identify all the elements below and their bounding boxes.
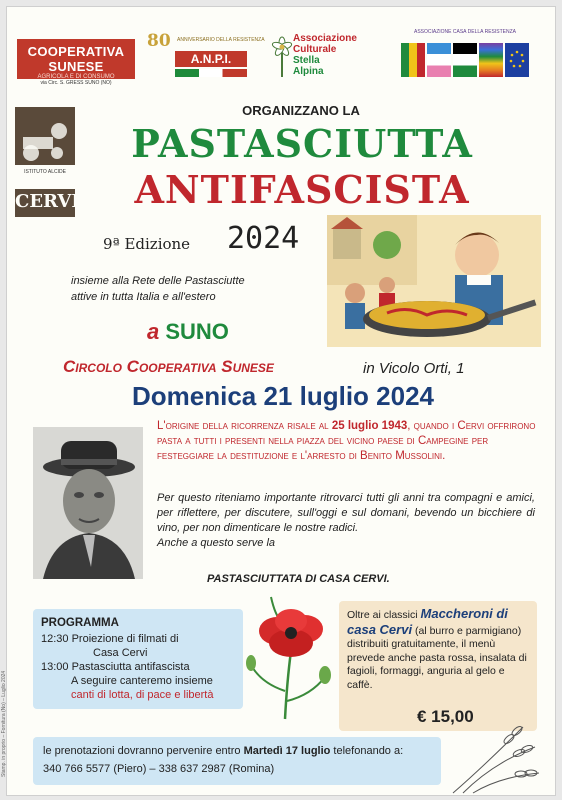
programma-box [33,609,243,709]
programma-line-2: Casa Cervi [93,647,148,659]
casa-resistenza-logo [399,29,531,85]
poppy-flower [241,591,341,721]
stella-line-2: Culturale [293,44,337,55]
poster [1,6,556,796]
programma-line-3: 13:00 Pastasciutta antifascista [41,661,190,673]
menu-intro: Oltre ai classici [347,609,421,621]
pasta-illustration [327,215,541,347]
menu-price: € 15,00 [417,707,474,726]
flag-1 [401,43,425,77]
programma-line-4: A seguire canteremo insieme [71,675,213,687]
flag-5 [505,43,529,77]
flag-2 [427,43,451,77]
istituto-label: ISTITUTO ALCIDE [24,169,66,175]
origin-date: 25 luglio 1943 [331,420,408,432]
prenotazioni-box [33,737,441,785]
pren-text-a: le prenotazioni dovranno pervenire entro [43,745,244,757]
flag-3 [453,43,477,77]
origin-text-1: L'origine della ricorrenza risale al [157,420,332,432]
edition-year: 2024 [227,221,300,256]
stella-alpina-logo [271,31,381,83]
message-paragraph [157,491,535,551]
title-antifascista: ANTIFASCISTA [134,167,470,212]
flag-4 [479,43,503,77]
message-line-2: Anche a questo serve la [157,537,276,549]
edition-label: 9ª Edizione [103,235,191,253]
prenotazioni-line-1 [43,745,403,757]
edelweiss-icon [271,35,293,79]
location-town [147,319,229,345]
anpi-subtitle: ANNIVERSARIO DELLA RESISTENZA [177,37,265,43]
stella-line-4: Alpina [293,66,324,77]
eu-stars-icon [505,43,529,77]
italian-flag-stripe [175,69,247,77]
prenotazioni-phones: 340 766 5577 (Piero) – 338 637 2987 (Romina) [43,763,275,775]
menu-text [347,607,531,692]
wheat-icon [443,707,543,795]
network-line-2: attive in tutta Italia e all'estero [71,291,216,303]
address: in Vicolo Orti, 1 [363,360,465,377]
origin-text-2: , quando i Cervi offrirono pasta a tutti i presenti nella piazza del vicino paese di Campegine per festeggiare la destituzione e l'arresto di Benito Mussolini. [157,420,536,462]
network-text [71,273,331,305]
pren-text-c: telefonando a: [330,745,404,757]
maccheroni-label: Maccheroni di casa Cervi [347,606,508,637]
flags-strip [401,43,529,77]
cervi-logo-name: CERVI [15,191,80,212]
programma-line-5: canti di lotta, di pace e libertà [71,689,214,701]
event-date: Domenica 21 luglio 2024 [131,381,434,411]
coop-logo-address: via Circ. S. GRESS SUNO (NO) [17,80,135,86]
programma-line-1: 12:30 Proiezione di filmati di [41,633,179,645]
credits-text: Stamp. in proprio – Fornitura (No) – Luglio 2024 [1,670,7,777]
programma-title: PROGRAMMA [41,617,119,629]
town-name: SUNO [165,319,229,344]
poppy-icon [241,591,341,721]
menu-rest: (al burro e parmigiano) distribuiti gratuitamente, il menù prevede anche pasta rossa, insalata di fagioli, formaggi, anguria al gelo e caffè. [347,624,527,691]
portrait-photo [33,427,143,579]
pastasciuttata-highlight: PASTASCIUTTATA DI CASA CERVI. [207,573,390,585]
anpi-80-number: 80 [147,31,171,51]
alcide-cervi-photo [33,427,143,579]
town-prefix: a [147,319,166,344]
coop-logo-sub: AGRICOLA E DI CONSUMO [37,74,115,80]
network-line-1: insieme alla Rete delle Pastasciutte [71,275,245,287]
stella-line-3: Stella [293,55,320,66]
anpi-logo [147,31,265,83]
cook-with-pan-illustration [327,215,541,347]
cooperativa-sunese-logo [17,39,135,86]
title-pastasciutta: PASTASCIUTTA [131,121,473,166]
wheat-decoration [443,707,543,795]
anpi-name: A.N.P.I. [175,51,247,67]
message-para: Per questo riteniamo importante ritrovarci tutti gli anni tra compagni e amici, per riflettere, per discutere, sull'oggi e sul domani, bevendo un bicchiere di vino, per non dimenticare le nostre radici. [157,492,535,534]
print-credits [1,607,15,787]
casa-resistenza-title: ASSOCIAZIONE CASA DELLA RESISTENZA [414,29,516,35]
stella-alpina-name [293,33,357,77]
circolo-name: Circolo Cooperativa Sunese [63,357,274,376]
coop-logo-name: COOPERATIVA SUNESE [27,44,125,74]
pren-deadline: Martedì 17 luglio [243,745,331,757]
origin-paragraph [157,419,537,464]
organizzano-label: ORGANIZZANO LA [242,103,360,118]
stella-line-1: Associazione [293,33,357,44]
